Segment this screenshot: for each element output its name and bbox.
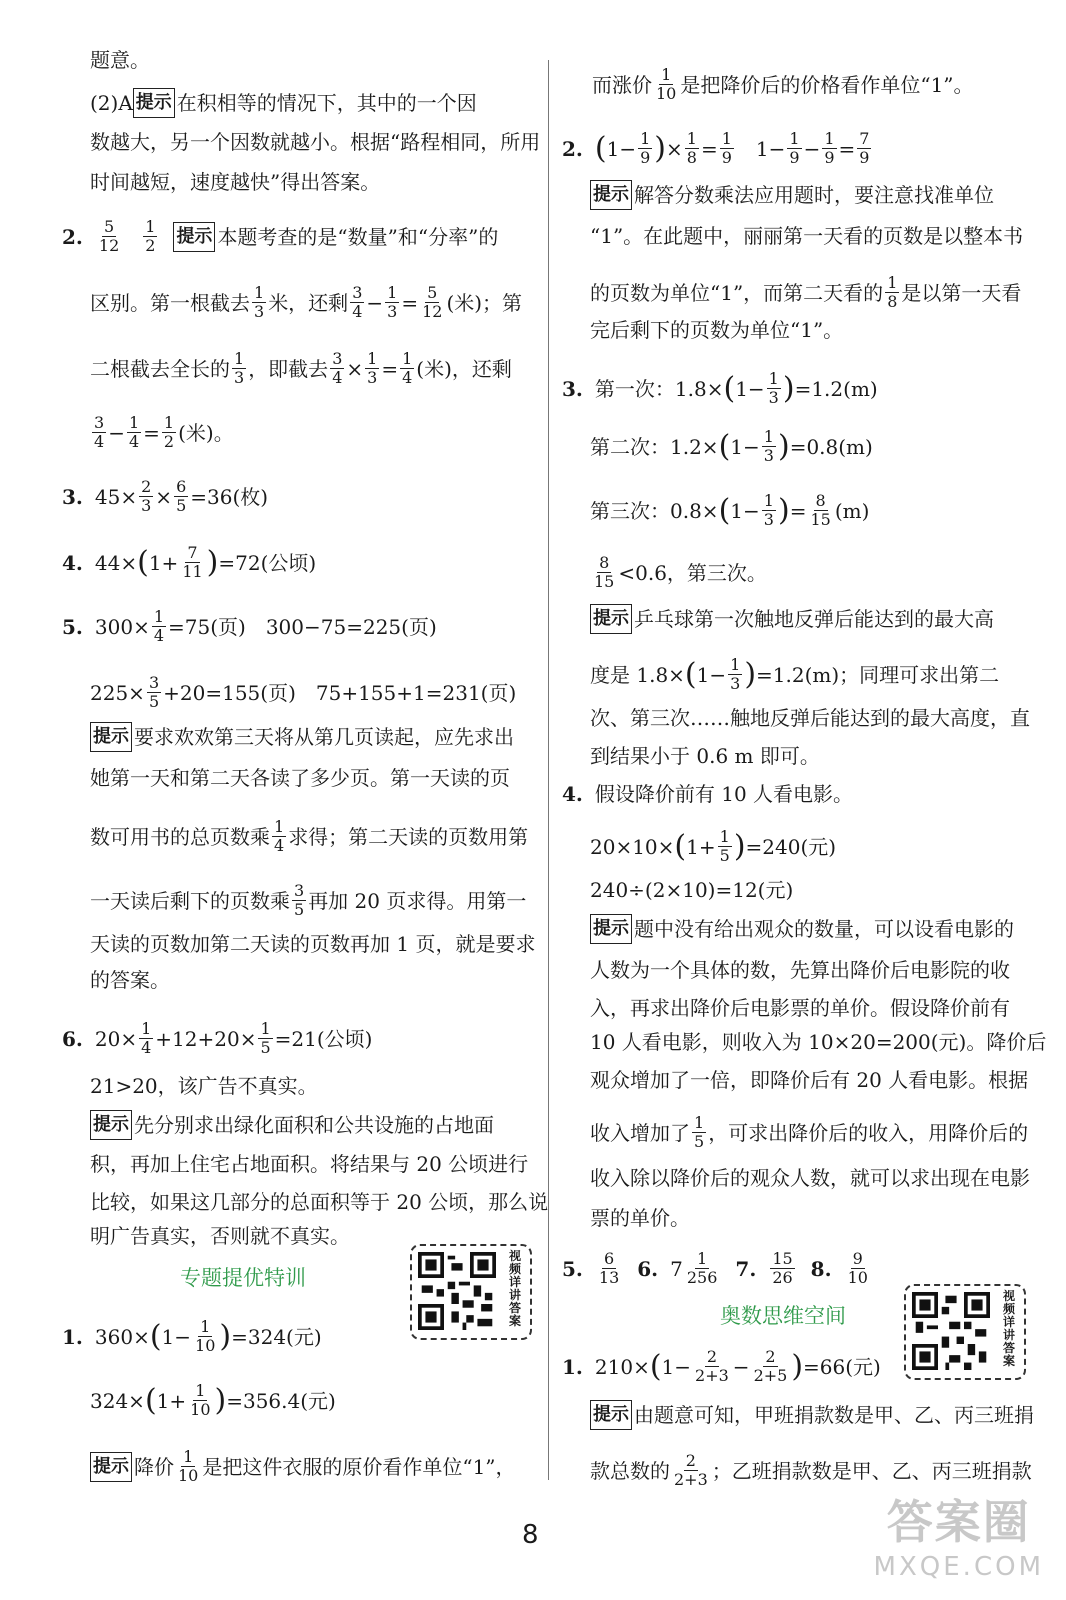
text-line: 的答案。 (90, 968, 170, 992)
olympiad-answer-1: 1. 210× ( 1− $\frac{2}{2+3}$ − $\frac{2}{2+5}$ ) =66(元) (562, 1347, 881, 1385)
text-line: 款总数的 2 2+3 ；乙班捐款数是甲、乙、丙三班捐款 (590, 1451, 1032, 1489)
answer-2: 2. ( 1− $\frac{1}{9}$ ) × $\frac{1}{8}$ = $\frac{1}{9}$ 1− $\frac{1}{9}$ − $\frac{1}{9}$ = $\frac{7}{9}$ (562, 129, 870, 167)
text-line: 提示 由题意可知，甲班捐款数是甲、乙、丙三班捐 (590, 1400, 1034, 1430)
text-line: 收入除以降价后的观众人数，就可以求出现在电影 (590, 1166, 1030, 1190)
text-line: 提示 题中没有给出观众的数量，可以设看电影的 (590, 914, 1014, 944)
text-line (90, 128, 540, 156)
text: 在积相等的情况下，其中的一个因 (176, 91, 477, 115)
text-line: 第三次：0.8× ( 1− $\frac{1}{3}$ ) = $\frac{8}{15}$ (m) (590, 491, 870, 529)
hint-tag: 提示 (90, 722, 132, 752)
qr-code-card[interactable] (410, 1244, 532, 1340)
qr-label: 视频详讲答案 (508, 1249, 521, 1328)
question-number: 1. (562, 1354, 583, 1379)
text-line: 比较，如果这几部分的总面积等于 20 公顷，那么说 (90, 1190, 549, 1214)
question-number: 5. (62, 614, 83, 639)
question-number: 8. (810, 1256, 832, 1281)
text-line: 10 人看电影，则收入为 10×20=200(元)。降价后 (590, 1030, 1047, 1054)
section-title-olympiad: 奥数思维空间 (720, 1304, 846, 1328)
text-line (90, 168, 380, 196)
text: 本题考查的是“数量”和“分率”的 (217, 224, 499, 249)
hint-tag: 提示 (133, 88, 175, 118)
qr-code-card[interactable] (904, 1284, 1026, 1380)
section-title-special: 专题提优特训 (180, 1266, 306, 1290)
question-number: 6. (62, 1026, 83, 1051)
text-line: 而涨价 1 10 是把降价后的价格看作单位“1”。 (592, 65, 974, 103)
text-line: 票的单价。 (590, 1206, 690, 1230)
qr-label: 视频详讲答案 (1002, 1289, 1015, 1368)
watermark (874, 1486, 1044, 1582)
answer-2 (62, 218, 498, 255)
text-line: 第二次：1.2× ( 1− $\frac{1}{3}$ ) =0.8(m) (590, 427, 873, 465)
text-line: 20×10× ( 1+ $\frac{1}{5}$ ) =240(元) (590, 827, 837, 865)
text-line: 324× ( 1+ $\frac{1}{10}$ ) =356.4(元) (90, 1381, 336, 1419)
text-line: 到结果小于 0.6 m 即可。 (590, 744, 820, 768)
question-number: 4. (562, 782, 583, 806)
text-line: 一天读后剩下的页数乘 3 5 再加 20 页求得。用第一 (90, 881, 527, 919)
question-number: 3. (62, 484, 83, 509)
text-line: 数可用书的总页数乘 1 4 求得；第二天读的页数用第 (90, 817, 529, 855)
text-line: 225× $\frac{3}{5}$ +20=155(页) 75+155+1=231(页) (90, 673, 517, 711)
hint-tag: 提示 (590, 914, 632, 944)
text-line: 天读的页数加第二天读的页数再加 1 页，就是要求 (90, 932, 536, 956)
text-line: 观众增加了一倍，即降价后有 20 人看电影。根据 (590, 1068, 1029, 1092)
text: (2)A (90, 91, 133, 115)
question-number: 5. (562, 1256, 583, 1281)
column-divider (548, 60, 549, 1480)
qr-code-icon (912, 1292, 990, 1370)
text-line: 240÷(2×10)=12(元) (590, 878, 794, 902)
answer-3: 3. 第一次：1.8× ( 1− $\frac{1}{3}$ ) =1.2(m) (562, 369, 878, 407)
text-line: 提示 解答分数乘法应用题时，要注意找准单位 (590, 180, 994, 210)
text-line: 收入增加了 1 5 ，可求出降价后的收入，用降价后的 (590, 1113, 1029, 1151)
question-number: 4. (62, 550, 83, 575)
text-line: “1”。在此题中，丽丽第一天看的页数是以整本书 (590, 224, 1024, 248)
question-number: 1. (62, 1324, 83, 1349)
text: 时间越短，速度越快”得出答案。 (90, 170, 381, 194)
answers-5-8: 5. 6 13 6. 7 1 256 7. 15 26 8. 9 10 (562, 1249, 868, 1287)
fraction: 1 2 (145, 217, 156, 255)
hint-tag: 提示 (173, 222, 215, 252)
watermark-logo-text: 答案圈 (886, 1495, 1031, 1549)
fraction: 5 12 (98, 217, 120, 255)
text-line: 提示 乒乓球第一次触地反弹后能达到的最大高 (590, 604, 994, 634)
qr-code-icon (418, 1252, 496, 1330)
hint-tag: 提示 (90, 1110, 132, 1140)
answer-4: 4. 44× ( 1+ $\frac{7}{11}$ ) =72(公顷) (62, 543, 317, 581)
text-line: 人数为一个具体的数，先算出降价后电影院的收 (590, 958, 1010, 982)
hint-tag: 提示 (590, 1400, 632, 1430)
text-line: 二根截去全长的 1 3 ，即截去 $\frac{3}{4}$ × $\frac{1}{3}$ = $\frac{1}{4}$ (米)，还剩 (90, 349, 512, 387)
question-number: 3. (562, 376, 583, 401)
question-number: 2. (562, 136, 583, 161)
answer-5: 5. 300× $\frac{1}{4}$ =75(页) 300−75=225(页) (62, 607, 437, 645)
question-number: 2. (62, 224, 83, 249)
text-line: 3 4 − $\frac{1}{4}$ = $\frac{1}{2}$ (米)。 (94, 413, 234, 451)
question-number: 7. (735, 1256, 757, 1281)
question-number: 6. (637, 1256, 659, 1281)
text-line: 次、第三次……触地反弹后能达到的最大高度，直 (590, 706, 1030, 730)
text-line: 提示 先分别求出绿化面积和公共设施的占地面 (90, 1110, 494, 1140)
text-line: 入，再求出降价后电影票的单价。假设降价前有 (590, 996, 1010, 1020)
page-number: 8 (522, 1520, 539, 1550)
text-line: 区别。第一根截去 1 3 米，还剩 3 4 − $\frac{1}{3}$ = $\frac{5}{12}$ (米)；第 (90, 283, 523, 321)
answer-3: 3. 45× $\frac{2}{3}$ × $\frac{6}{5}$ =36(枚) (62, 477, 269, 515)
watermark-url: MXQE.COM (873, 1552, 1044, 1582)
text-line: 提示 要求欢欢第三天将从第几页读起，应先求出 (90, 722, 514, 752)
text-line (90, 46, 150, 74)
text-line: 她第一天和第二天各读了多少页。第一天读的页 (90, 766, 510, 790)
text: 数越大，另一个因数就越小。根据“路程相同，所用 (90, 130, 541, 154)
hint-tag: 提示 (590, 180, 632, 210)
text-line: 提示 降价 1 10 是把这件衣服的原价看作单位“1”， (90, 1448, 516, 1485)
text-line: 完后剩下的页数为单位“1”。 (590, 318, 844, 342)
text-line: 的页数为单位“1”，而第二天看的 1 8 是以第一天看 (590, 273, 1022, 311)
text-line: 明广告真实，否则就不真实。 (90, 1224, 350, 1248)
answer-4: 4. 假设降价前有 10 人看电影。 (562, 782, 854, 806)
text-line: 21>20，该广告不真实。 (90, 1074, 318, 1098)
hint-tag: 提示 (590, 604, 632, 634)
hint-tag: 提示 (90, 1452, 132, 1482)
text-line: 积，再加上住宅占地面积。将结果与 20 公顷进行 (90, 1152, 529, 1176)
text-line: 8 15 <0.6，第三次。 (594, 553, 767, 591)
text: 题意。 (90, 48, 150, 72)
text-line (90, 88, 477, 118)
special-answer-1: 1. 360× ( 1− $\frac{1}{10}$ ) =324(元) (62, 1317, 322, 1355)
answer-6: 6. 20× $\frac{1}{4}$ +12+20× $\frac{1}{5}$ =21(公顷) (62, 1019, 373, 1057)
text-line: 度是 1.8× ( 1− $\frac{1}{3}$ ) =1.2(m)；同理可求出第二 (590, 655, 1000, 693)
